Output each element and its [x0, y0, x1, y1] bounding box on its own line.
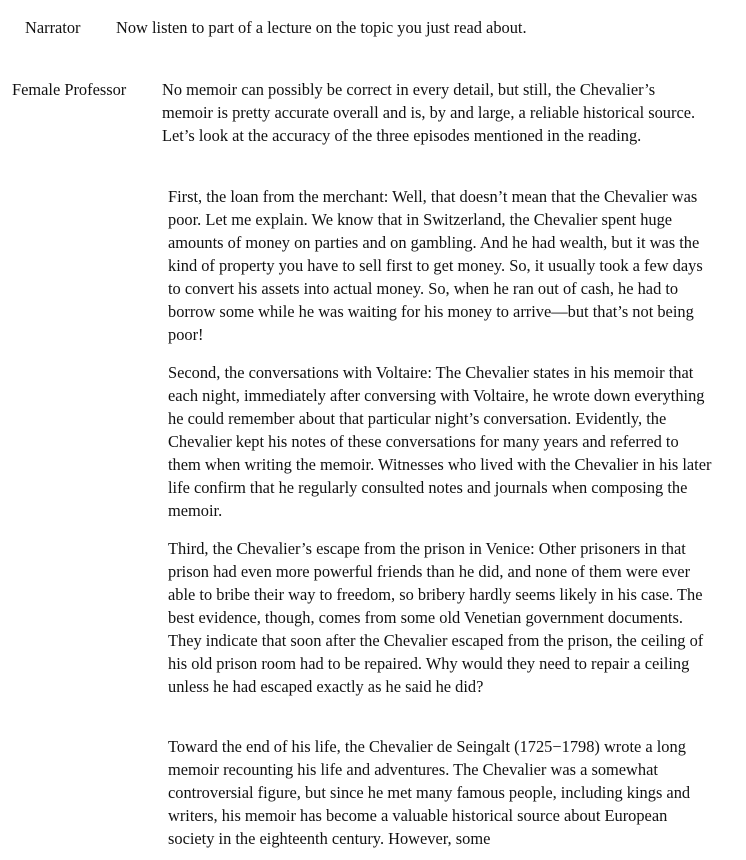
- lecture-paragraph-loan: First, the loan from the merchant: Well, that doesn’t mean that the Chevalier was poor. Let me explain. We know that in Switzerland, the Chevalier spent huge amounts of money on parties and on gambling. And he had wealth, but it was the kind of property you have to sell first to get money. So, it usually took a few days to convert his assets into actual money. So, when he ran out of cash, he had to borrow some while he was waiting for his money to arrive—but that’s not being poor!: [168, 187, 703, 344]
- lecture-paragraph-escape: Third, the Chevalier’s escape from the prison in Venice: Other prisoners in that prison had even more powerful friends than he did, and none of them were ever able to bribe their way to freedom, so bribery hardly seems likely in his case. The best evidence, though, comes from some old Venetian government documents. They indicate that soon after the Chevalier escaped from the prison, the ceiling of his old prison room had to be repaired. Why would they need to repair a ceiling unless he had escaped exactly as he said he did?: [168, 539, 704, 696]
- professor-speaker-label: Female Professor: [12, 80, 127, 99]
- narrator-speaker-label: Narrator: [25, 18, 81, 37]
- reading-paragraph-memoir: Toward the end of his life, the Chevalier de Seingalt (1725−1798) wrote a long memoir recounting his life and adventures. The Chevalier was a somewhat controversial figure, but since he met many famous people, including kings and writers, his memoir has become a valuable historical source about European society in the eighteenth century. However, some: [168, 737, 691, 848]
- lecture-paragraph-voltaire: Second, the conversations with Voltaire: The Chevalier states in his memoir that each night, immediately after conversing with Voltaire, he wrote down everything he could remember about that particular night’s conversation. Evidently, the Chevalier kept his notes of these conversations for many years and referred to them when writing the memoir. Witnesses who lived with the Chevalier in his later life confirm that he regularly consulted notes and journals when composing the memoir.: [168, 363, 712, 520]
- narrator-line: Now listen to part of a lecture on the topic you just read about.: [116, 18, 527, 37]
- professor-intro-paragraph: No memoir can possibly be correct in every detail, but still, the Chevalier’s memoir is pretty accurate overall and is, by and large, a reliable historical source. Let’s look at the accuracy of the three episodes mentioned in the reading.: [162, 80, 696, 145]
